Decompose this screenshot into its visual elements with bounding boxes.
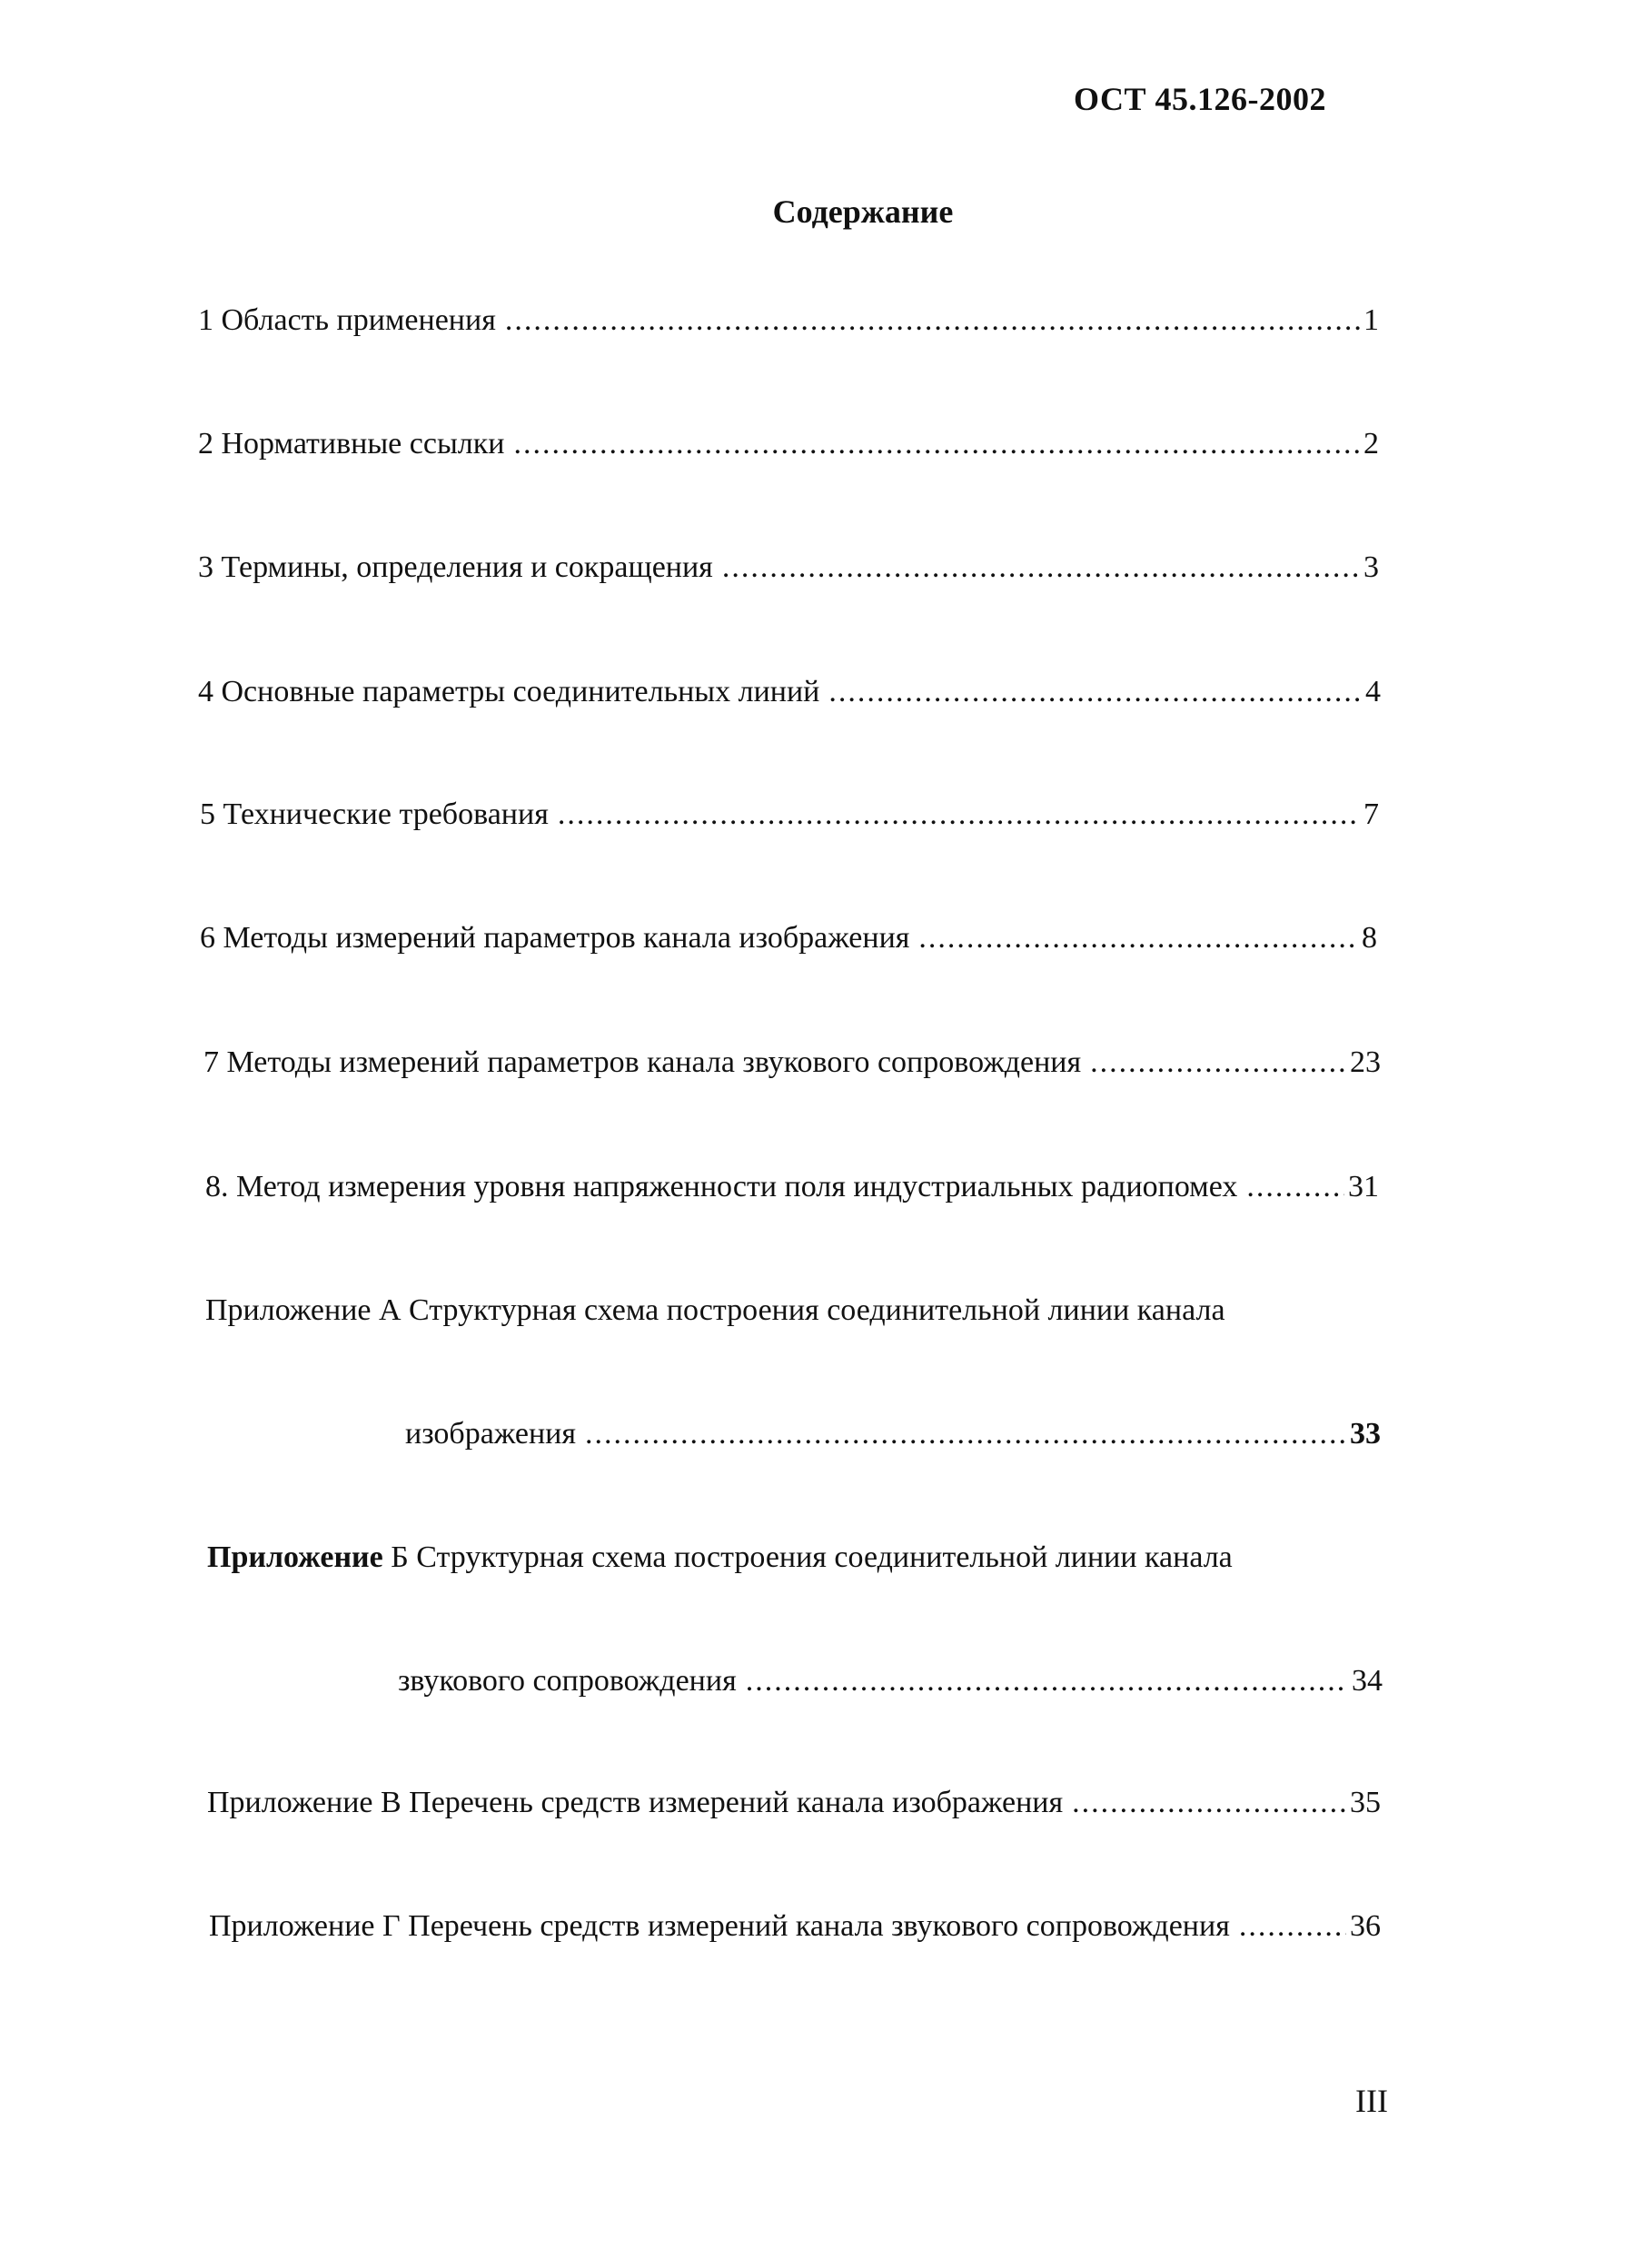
- toc-entry-page: 36: [1350, 1909, 1381, 1943]
- toc-entry-label: Приложение Г Перечень средств измерений канала звукового сопровождения: [209, 1909, 1230, 1943]
- toc-entry-page: 23: [1350, 1045, 1381, 1079]
- toc-leader: [746, 1666, 1348, 1697]
- toc-entry: [198, 429, 1379, 460]
- toc-entry-label: звукового сопровождения: [398, 1664, 737, 1698]
- toc-entry-page: 3: [1363, 550, 1379, 584]
- appendix-b-prefix: Приложение: [207, 1540, 383, 1574]
- toc-entry-page: 35: [1350, 1786, 1381, 1819]
- toc-leader: [722, 552, 1360, 583]
- toc-leader: [1072, 1788, 1346, 1818]
- toc-entry-label: 3 Термины, определения и сокращения: [198, 550, 713, 584]
- toc-entry: [398, 1666, 1383, 1697]
- toc-entry: [207, 1788, 1381, 1818]
- toc-entry-label: 7 Методы измерений параметров канала звукового сопровождения: [203, 1045, 1082, 1079]
- document-code: ОСТ 45.126-2002: [1074, 81, 1326, 117]
- toc-entry-page: 4: [1365, 675, 1381, 708]
- toc-entry-page: 7: [1363, 797, 1379, 831]
- toc-entry-page: 2: [1363, 427, 1379, 461]
- toc-entry: [200, 799, 1379, 830]
- toc-entry-page: 8: [1362, 921, 1377, 955]
- toc-entry-label: 4 Основные параметры соединительных линий: [198, 675, 820, 708]
- toc-leader: [918, 923, 1358, 954]
- toc-entry: [198, 552, 1379, 583]
- toc-entry: [200, 923, 1377, 954]
- toc-entry-page: 31: [1348, 1170, 1379, 1203]
- toc-entry-label: 8. Метод измерения уровня напряженности поля индустриальных радиопомех: [205, 1170, 1238, 1203]
- toc-entry-page: 34: [1352, 1664, 1383, 1698]
- toc-entry-page: 33: [1350, 1417, 1381, 1451]
- toc-leader: [1239, 1911, 1346, 1942]
- toc-entry: [198, 677, 1381, 708]
- appendix-b-title-rest: Б Структурная схема построения соединительной линии канала: [382, 1540, 1233, 1574]
- toc-entry-label: 5 Технические требования: [200, 797, 549, 831]
- toc-entry: [209, 1911, 1381, 1942]
- toc-entry-label: 2 Нормативные ссылки: [198, 427, 505, 461]
- toc-leader: [1090, 1047, 1346, 1078]
- toc-entry: [405, 1419, 1381, 1450]
- toc-entry-page: 1: [1363, 303, 1379, 337]
- toc-entry: [198, 305, 1379, 336]
- toc-entry-label: 1 Область применения: [198, 303, 496, 337]
- toc-entry-label: 6 Методы измерений параметров канала изображения: [200, 921, 910, 955]
- toc-entry-label: изображения: [405, 1417, 576, 1451]
- toc-leader: [513, 429, 1360, 460]
- appendix-a-title: Приложение А Структурная схема построения соединительной линии канала: [205, 1293, 1225, 1327]
- page-number: III: [1355, 2083, 1388, 2119]
- toc-leader: [1246, 1172, 1344, 1203]
- toc-leader: [505, 305, 1360, 336]
- toc-leader: [828, 677, 1362, 708]
- toc-leader: [585, 1419, 1346, 1450]
- toc-title: Содержание: [772, 193, 954, 230]
- toc-leader: [558, 799, 1360, 830]
- appendix-b-title: [207, 1542, 1233, 1573]
- toc-entry: [203, 1047, 1381, 1078]
- toc-entry: [205, 1172, 1379, 1203]
- toc-entry-label: Приложение В Перечень средств измерений канала изображения: [207, 1786, 1064, 1819]
